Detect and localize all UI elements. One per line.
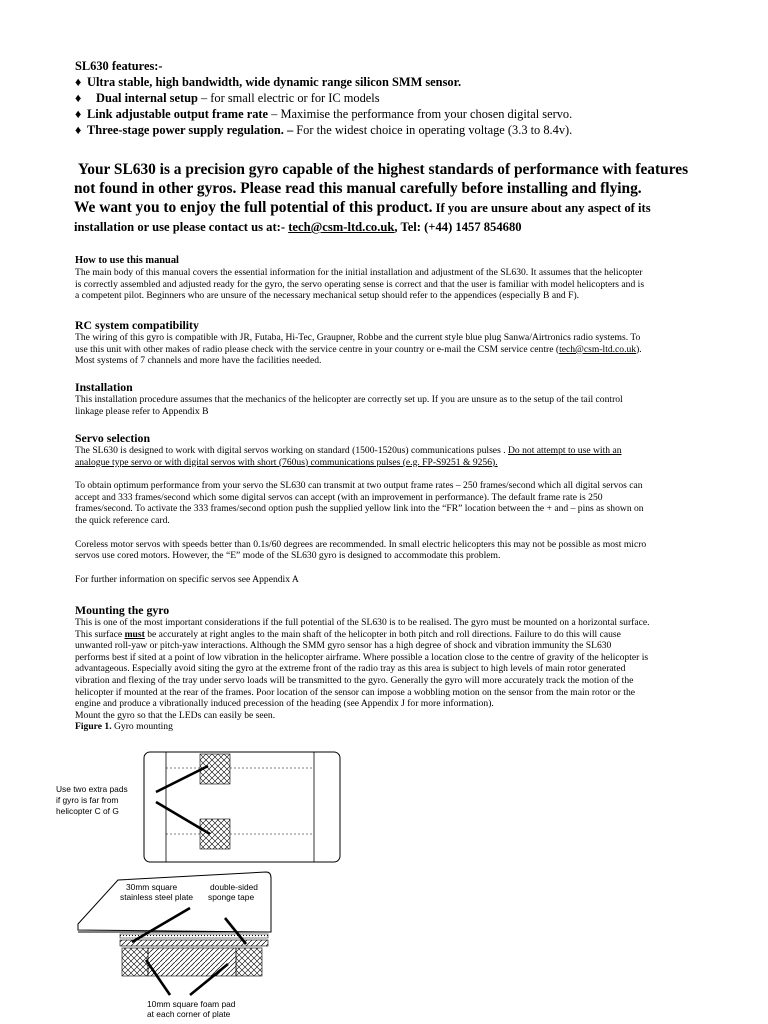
figure-label: Figure 1. (75, 721, 112, 733)
paragraph-line: vibration and flexing of the tray under servo loads will be transmitted to the gyro. Generally the gyro will more accurately track the motion of the (75, 674, 634, 686)
list-item (75, 74, 695, 90)
service-email-link[interactable]: tech@csm-ltd.co.uk (559, 343, 637, 355)
contact-email-link[interactable]: tech@csm-ltd.co.uk (288, 220, 395, 234)
paragraph-line: linkage please refer to Appendix B (75, 405, 209, 417)
section-rc (75, 318, 715, 367)
paragraph-line: performs best if sited at a point of low vibration in the helicopter airframe. Where possible a location close to the centre of gravity of the helicopter is (75, 651, 649, 663)
section-heading: Servo selection (75, 431, 151, 445)
paragraph-line: advantageous. Especially avoid siting the gyro at the extreme front of the radio tray as this area is subject to high levels of main rotor generated (75, 663, 626, 675)
paragraph-line: To obtain optimum performance from your servo the SL630 can transmit at two output frame rates – 250 frames/second which all digital servos can (75, 480, 643, 492)
paragraph-line: frames/second. To activate the 333 frames/second option push the supplied yellow link into the “FR” location between the + and – pins as shown on (75, 503, 644, 515)
warning-text: Do not attempt to use with an (508, 445, 622, 456)
paragraph-line: This surface (75, 628, 125, 640)
paragraph-line: accept and 333 frames/second which some digital servos can accept (with an improvement in performance). The default frame rate is 250 (75, 491, 603, 503)
pad-note-line: if gyro is far from (56, 795, 119, 805)
paragraph-line: This is one of the most important considerations if the full potential of the SL630 is to be realised. The gyro must be mounted on a horizontal surface. (75, 617, 650, 628)
paragraph-line: This installation procedure assumes that the mechanics of the helicopter are correctly set up. If you are unsure as to the setup of the tail control (75, 394, 623, 405)
plate-label-line: 30mm square (126, 882, 178, 892)
paragraph-line: servos use cored motors. However, the “E” mode of the SL630 gyro is designed to accommodate this problem. (75, 550, 501, 562)
paragraph-line: engine and produce a vibrationally induced precession of the heading (see Appendix J for more information). (75, 698, 494, 710)
features-list (75, 74, 695, 138)
paragraph-line: a competent pilot. Beginners who are unsure of the necessary mechanical setup should refer to the appendices (especially B and F). (75, 290, 580, 302)
section-heading: RC system compatibility (75, 318, 199, 332)
list-item (75, 106, 695, 122)
paragraph-line: The SL630 is designed to work with digital servos working on standard (1500-1520us) communications pulses . (75, 445, 508, 456)
section-heading: How to use this manual (75, 255, 179, 266)
list-item (75, 122, 695, 138)
list-item (75, 90, 695, 106)
gyro-top-view (144, 752, 340, 862)
intro-block (74, 160, 688, 237)
paragraph-line: the quick reference card. (75, 514, 170, 526)
paragraph-line: Coreless motor servos with speeds better than 0.1s/60 degrees are recommended. In small electric helicopters this may not be possible as most micro (75, 538, 647, 550)
intro-line-3: We want you to enjoy the full potential of this product. (74, 199, 433, 216)
tape-label-line: sponge tape (208, 892, 255, 902)
paragraph-line: use this unit with other makes of radio please check with the service centre in your country or e-mail the CSM service centre ( (75, 343, 560, 355)
warning-text: analogue type servo or with digital servos with short (760us) communications pulses (e.g. FP-S9251 & 9256). (75, 456, 498, 468)
section-heading: Installation (75, 380, 133, 394)
intro-line-1: Your SL630 is a precision gyro capable of the highest standards of performance with features (77, 161, 689, 178)
feature-rest: – for small electric or for IC models (197, 91, 380, 105)
feature-bold: Link adjustable output frame rate (87, 107, 269, 121)
plate-label-line: stainless steel plate (120, 892, 194, 902)
feature-bold: Dual internal setup (96, 91, 198, 105)
intro-contact-text: installation or use please contact us at:- (74, 220, 289, 234)
pad-label-line: at each corner of plate (147, 1009, 231, 1019)
feature-rest: – Maximise the performance from your chosen digital servo. (268, 107, 573, 121)
intro-line-3-small: If you are unsure about any aspect of its (432, 201, 651, 215)
section-heading: Mounting the gyro (75, 603, 170, 617)
paragraph-line: Most systems of 7 channels and more have the facilities needed. (75, 355, 322, 367)
paragraph-line: unwanted roll-yaw or pitch-yaw interactions. Although the SMM gyro sensor has a high degree of shock and vibration immunity the SL630 (75, 640, 612, 652)
bullet-icon: ♦ (75, 75, 82, 89)
intro-line-2: not found in other gyros. Please read this manual carefully before installing and flying. (74, 180, 642, 197)
paragraph-line: be accurately at right angles to the main shaft of the helicopter in both pitch and roll directions. Failure to do this will cause (144, 628, 621, 640)
feature-bold: Ultra stable, high bandwidth, wide dynamic range silicon SMM sensor. (87, 75, 462, 89)
paragraph-line: For further information on specific servos see Appendix A (75, 573, 299, 585)
feature-rest: For the widest choice in operating voltage (3.3 to 8.4v). (293, 123, 573, 137)
paragraph-line: Mount the gyro so that the LEDs can easily be seen. (75, 709, 276, 721)
pad-label-line: 10mm square foam pad (147, 999, 236, 1009)
bullet-icon: ♦ (75, 107, 82, 121)
tape-label-line: double-sided (210, 882, 258, 892)
paragraph-line: The wiring of this gyro is compatible with JR, Futaba, Hi-Tec, Graupner, Robbe and the current style blue plug Sanwa/Airtronics radio systems. To (75, 332, 641, 343)
feature-bold: Three-stage power supply regulation. – (87, 123, 294, 137)
section-servo (75, 431, 715, 585)
figure-caption: Gyro mounting (111, 721, 173, 733)
pad-note-line: helicopter C of G (56, 806, 119, 816)
emphasis-must: must (124, 628, 145, 640)
bullet-icon: ♦ (75, 91, 82, 105)
bullet-icon: ♦ (75, 123, 82, 137)
paragraph-line: The main body of this manual covers the essential information for the initial installation and adjustment of the SL630. It assumes that the helicopter (75, 267, 643, 278)
paragraph-line-end: ). (636, 343, 642, 355)
section-installation (75, 380, 715, 417)
intro-phone: , Tel: (+44) 1457 854680 (394, 220, 522, 234)
gyro-mounting-figure (50, 742, 350, 1020)
section-mounting (75, 603, 725, 733)
paragraph-line: is correctly assembled and adjusted ready for the gyro, the servo operating sense is correct and that the user is familiar with model helicopters and is (75, 278, 645, 290)
section-how (75, 255, 715, 302)
pad-note-line: Use two extra pads (56, 784, 128, 794)
paragraph-line: helicopter if mounted at the rear of the frames. Poor location of the sensor can impose a wobbling motion on the sensor from the main rotor or the (75, 686, 636, 698)
features-heading: SL630 features:- (75, 59, 163, 73)
